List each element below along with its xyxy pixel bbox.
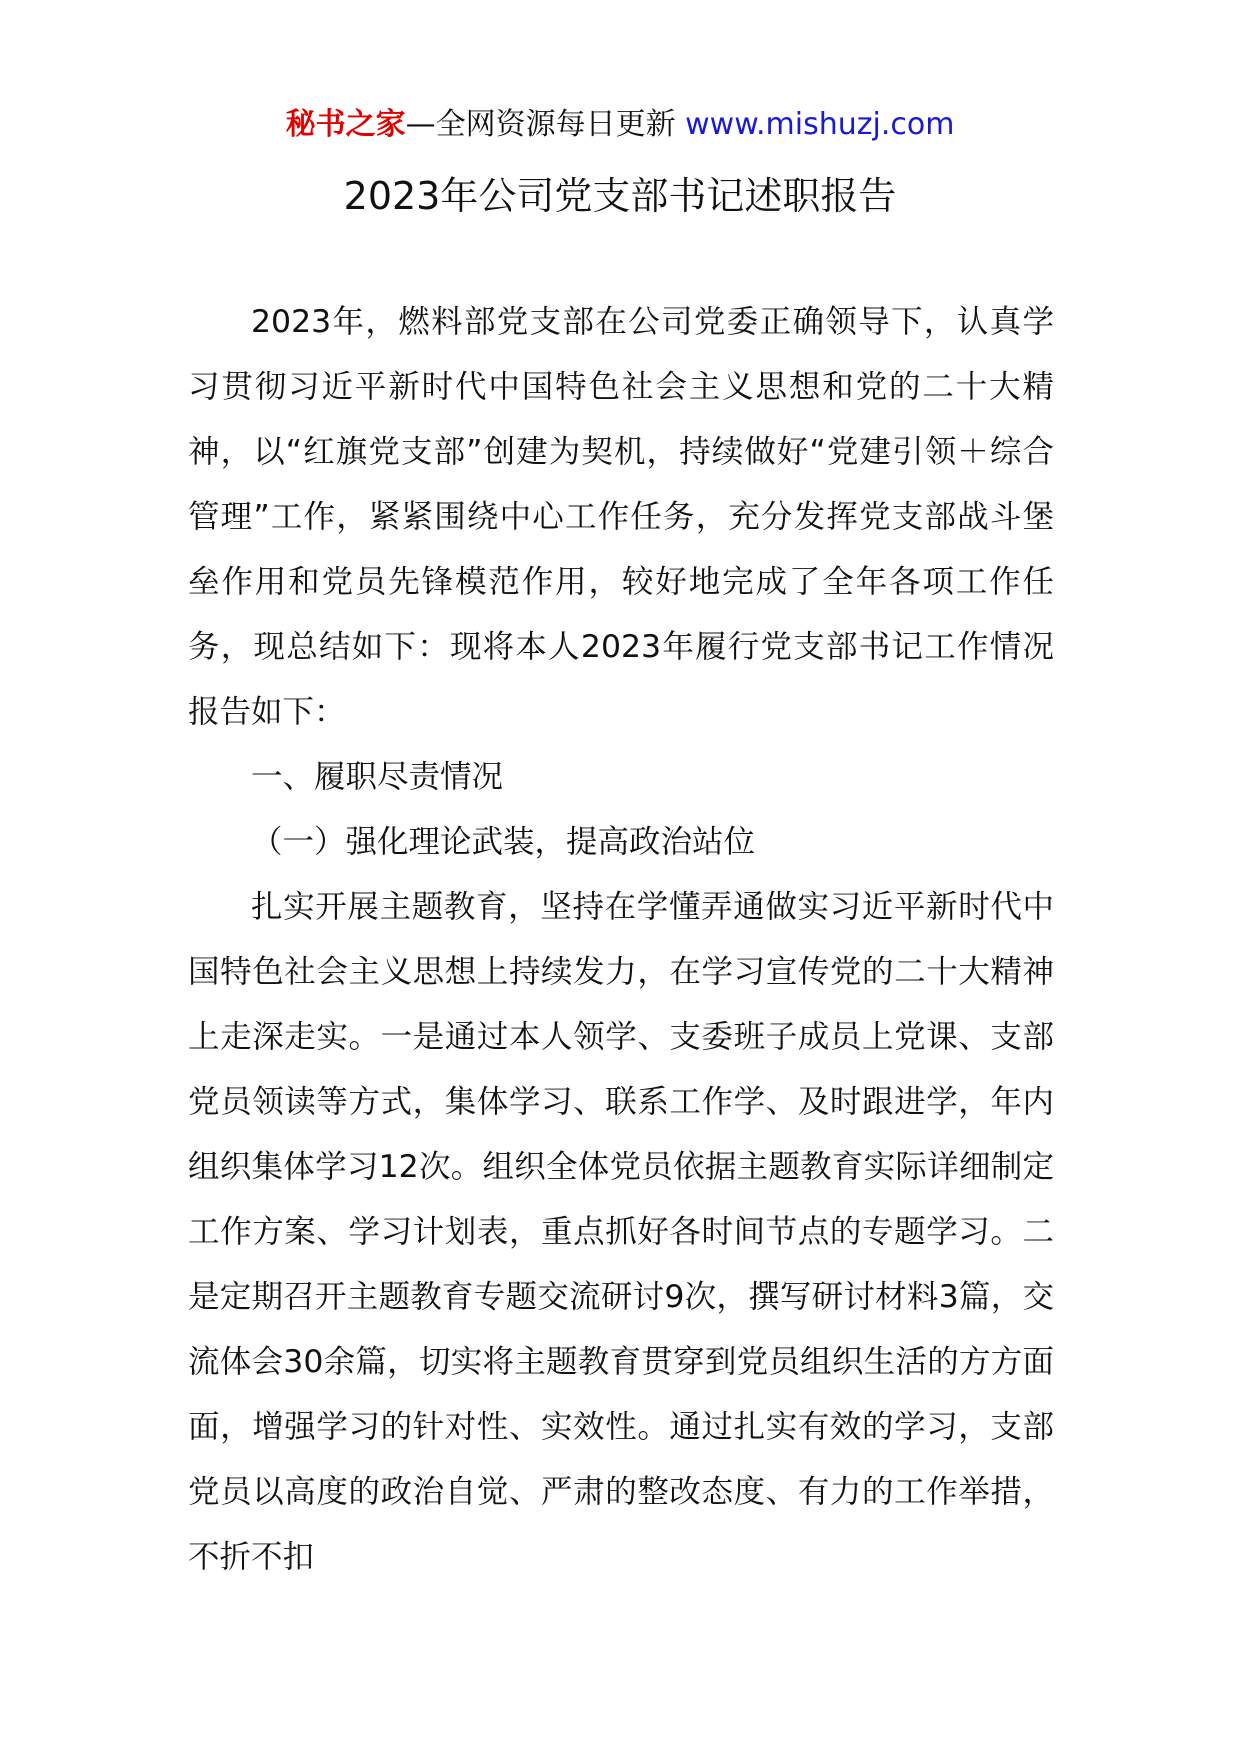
header-banner (0, 103, 1240, 147)
intro-paragraph: 2023年，燃料部党支部在公司党委正确领导下，认真学习贯彻习近平新时代中国特色社会主义思想和党的二十大精神，以“红旗党支部”创建为契机，持续做好“党建引领＋综合管理”工作，紧紧围绕中心工作任务，充分发挥党支部战斗堡垒作用和党员先锋模范作用，较好地完成了全年各项工作任务，现总结如下：现将本人2023年履行党支部书记工作情况报告如下： (188, 304, 1054, 730)
brand-name: 秘书之家 (285, 107, 406, 142)
body-paragraph: 扎实开展主题教育，坚持在学懂弄通做实习近平新时代中国特色社会主义思想上持续发力，在学习宣传党的二十大精神上走深走实。一是通过本人领学、支委班子成员上党课、支部党员领读等方式，集体学习、联系工作学、及时跟进学，年内组织集体学习12次。组织全体党员依据主题教育实际详细制定工作方案、学习计划表，重点抓好各时间节点的专题学习。二是定期召开主题教育专题交流研讨9次，撰写研讨材料3篇，交流体会30余篇，切实将主题教育贯穿到党员组织生活的方方面面，增强学习的针对性、实效性。通过扎实有效的学习，支部党员以高度的政治自觉、严肃的整改态度、有力的工作举措，不折不扣 (188, 889, 1054, 1575)
brand-tagline: —全网资源每日更新 (405, 107, 686, 142)
site-url-link[interactable]: www.mishuzj.com (685, 107, 955, 142)
subsection-heading: （一）强化理论武装，提高政治站位 (251, 824, 756, 860)
section-heading: 一、履职尽责情况 (251, 759, 504, 795)
document-body (188, 290, 1054, 1590)
document-title: 2023年公司党支部书记述职报告 (343, 174, 897, 218)
